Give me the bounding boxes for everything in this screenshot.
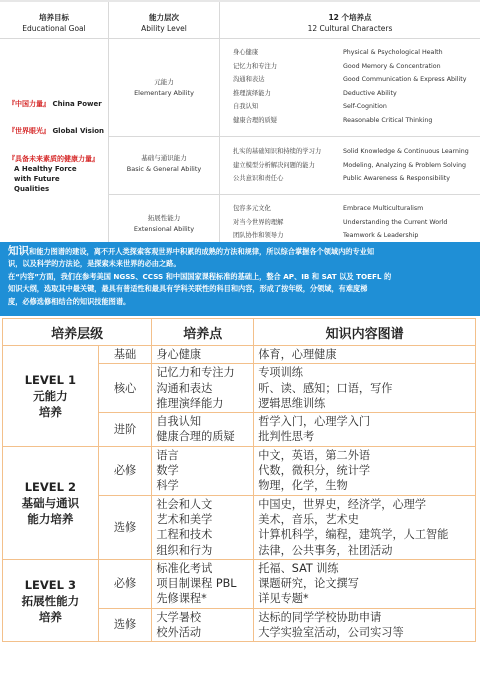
- elementary-points-en: Physical & Psychological Health Good Memory & Concentration Good Communication & Express Ability Deductive Ability Self-Cognition Reasonable Critical Thinking: [343, 49, 467, 124]
- knowledge-cell: 体育，心理健康: [254, 346, 476, 364]
- knowledge-cell: 中文，英语，第二外语 代数，微积分，统计学 物理，化学，生物: [254, 446, 476, 495]
- goal-china-power: 『中国力量』 China Power: [8, 100, 102, 108]
- banner-line: 识，以及科学的方法论，是探索未来世界的必由之路。: [8, 259, 181, 269]
- elementary-points-zh: 身心健康 记忆力和专注力 沟通和表达 推理演绎能力 自我认知 健康合理的质疑: [233, 49, 278, 124]
- row-type: 进阶: [98, 413, 152, 447]
- banner-paragraph-1: 知识和能力图谱的建设，离不开人类探索客观世界中积累的成熟的方法和规律，所以综合掌握各个领域内的专业知: [8, 245, 375, 257]
- points-cell: 记忆力和专注力 沟通和表达 推理演绎能力: [152, 364, 254, 413]
- knowledge-cell: 专项训练 听、读、感知；口语，写作 逻辑思维训练: [254, 364, 476, 413]
- table-row: [3, 446, 476, 495]
- goal-global-vision: 『世界眼光』 Global Vision: [8, 127, 105, 135]
- points-cell: 语言 数学 科学: [152, 446, 254, 495]
- row-type: 基础: [98, 346, 152, 364]
- table-row: [3, 559, 476, 608]
- header-knowledge-map: 知识内容图谱: [254, 319, 476, 346]
- banner-line: 度，必修选修相结合的知识技能图谱。: [8, 296, 131, 306]
- knowledge-cell: 托福、SAT 训练 课题研究，论文撰写 详见专题*: [254, 559, 476, 608]
- knowledge-cell: 达标的同学学校协助申请 大学实验室活动，公司实习等: [254, 608, 476, 642]
- row-type: 核心: [98, 364, 152, 413]
- knowledge-cell: 哲学入门，心理学入门 批判性思考: [254, 413, 476, 447]
- points-cell: 社会和人文 艺术和美学 工程和技术 组织和行为: [152, 495, 254, 559]
- extensional-points-zh: 包容多元文化 对当今世界的理解 团队协作和领导力: [233, 205, 284, 240]
- points-cell: 自我认知 健康合理的质疑: [152, 413, 254, 447]
- level-basic-general: 基础与通识能力 Basic & General Ability: [126, 154, 202, 173]
- row-type: 必修: [98, 446, 152, 495]
- row-type: 必修: [98, 559, 152, 608]
- goal-healthy-force: 『具备未来素质的健康力量』 A Healthy Force with Future Qualities: [8, 155, 99, 193]
- banner-line: 知识大纲，选取其中最关键，最具有普适性和最具有学科关联性的科目和内容，形成了按年级，分领域，有难度梯: [8, 284, 368, 294]
- banner-line: 在“内容”方面，我们在参考美国 NGSS、CCSS 和中国国家课程标准的基础上，整合 AP、IB 和 SAT 以及 TOEFL 的: [8, 271, 392, 281]
- header-divider: [0, 38, 480, 39]
- basic-points-zh: 扎实的基础知识和持续的学习力 建立模型分析解决问题的能力 公共意识和责任心: [233, 148, 322, 183]
- points-cell: 标准化考试 项目制课程 PBL 先修课程*: [152, 559, 254, 608]
- level-2-cell: LEVEL 2 基础与通识 能力培养: [3, 446, 99, 559]
- row-divider: [108, 194, 480, 195]
- level-elementary: 元能力 Elementary Ability: [134, 78, 194, 97]
- header-training-point: 培养点: [152, 319, 254, 346]
- knowledge-map-table: [2, 318, 476, 642]
- extensional-points-en: Embrace Multiculturalism Understanding the Current World Teamwork & Leadership: [343, 205, 448, 240]
- header-cultural-characters: 12 个培养点 12 Cultural Characters: [307, 13, 393, 33]
- header-goal: 培养目标 Educational Goal: [22, 13, 86, 33]
- points-cell: 大学暑校 校外活动: [152, 608, 254, 642]
- header-ability-level: 能力层次 Ability Level: [141, 13, 187, 33]
- row-type: 选修: [98, 608, 152, 642]
- table-header-row: [3, 319, 476, 346]
- level-extensional: 拓展性能力 Extensional Ability: [133, 214, 195, 233]
- knowledge-cell: 中国史，世界史，经济学，心理学 美术，音乐，艺术史 计算机科学，编程，建筑学，人工智能 法律，公共事务，社团活动: [254, 495, 476, 559]
- basic-points-en: Solid Knowledge & Continuous Learning Modeling, Analyzing & Problem Solving Public Awareness & Responsibility: [343, 148, 469, 183]
- table-row: [3, 346, 476, 364]
- header-training-level: 培养层级: [3, 319, 152, 346]
- level-3-cell: LEVEL 3 拓展性能力 培养: [3, 559, 99, 641]
- goal-table: [0, 0, 480, 244]
- row-type: 选修: [98, 495, 152, 559]
- row-divider: [108, 136, 480, 137]
- level-1-cell: LEVEL 1 元能力 培养: [3, 346, 99, 447]
- points-cell: 身心健康: [152, 346, 254, 364]
- intro-banner: [0, 242, 480, 316]
